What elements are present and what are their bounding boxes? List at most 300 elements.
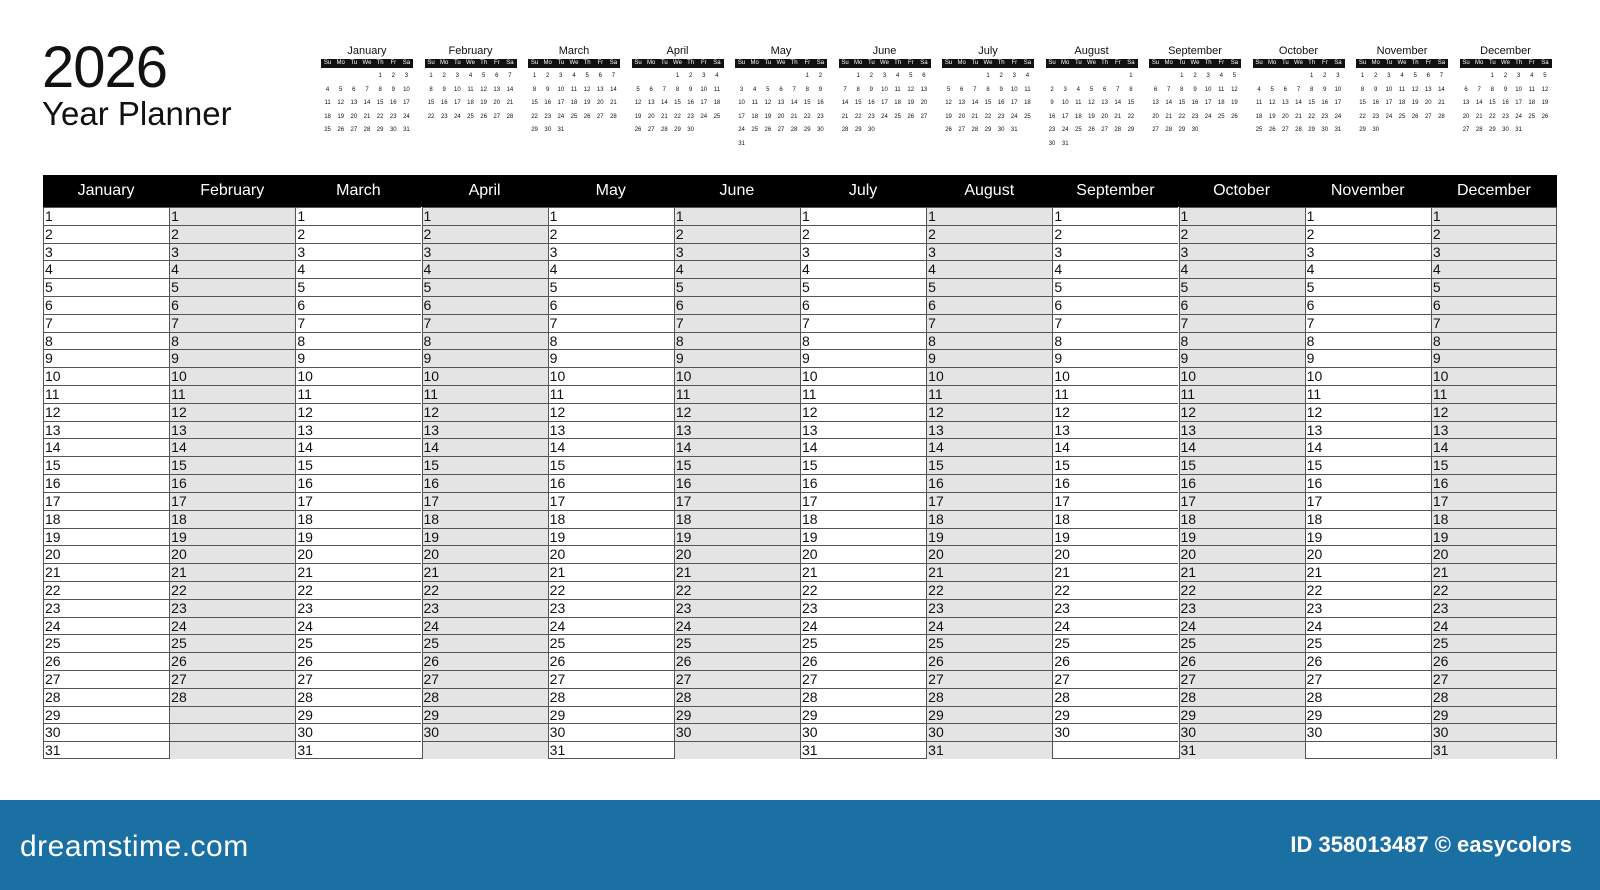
day-cell[interactable]: 9 xyxy=(1306,349,1431,367)
day-cell[interactable]: 27 xyxy=(1432,670,1556,688)
day-cell[interactable]: 13 xyxy=(1180,421,1305,439)
day-cell[interactable]: 25 xyxy=(44,634,169,652)
day-cell[interactable]: 4 xyxy=(549,260,674,278)
day-cell[interactable]: 15 xyxy=(170,456,295,474)
day-cell[interactable]: 23 xyxy=(1180,599,1305,617)
day-cell[interactable]: 27 xyxy=(423,670,548,688)
day-cell[interactable]: 9 xyxy=(1180,349,1305,367)
day-cell[interactable]: 21 xyxy=(44,563,169,581)
day-cell[interactable]: 10 xyxy=(423,367,548,385)
day-cell[interactable]: 20 xyxy=(549,545,674,563)
day-cell[interactable]: 22 xyxy=(1432,581,1556,599)
day-cell[interactable]: 2 xyxy=(44,225,169,243)
day-cell[interactable]: 30 xyxy=(1053,723,1178,741)
day-cell[interactable]: 14 xyxy=(1053,438,1178,456)
day-cell[interactable]: 9 xyxy=(1053,349,1178,367)
day-cell[interactable]: 27 xyxy=(549,670,674,688)
day-cell[interactable]: 15 xyxy=(927,456,1052,474)
day-cell[interactable]: 14 xyxy=(1432,438,1556,456)
day-cell[interactable]: 10 xyxy=(801,367,926,385)
day-cell[interactable]: 25 xyxy=(1053,634,1178,652)
day-cell[interactable]: 20 xyxy=(44,545,169,563)
day-cell[interactable]: 16 xyxy=(423,474,548,492)
day-cell[interactable]: 11 xyxy=(927,385,1052,403)
day-cell[interactable]: 2 xyxy=(296,225,421,243)
day-cell[interactable]: 4 xyxy=(44,260,169,278)
day-cell[interactable]: 17 xyxy=(1432,492,1556,510)
day-cell[interactable]: 8 xyxy=(1180,332,1305,350)
day-cell[interactable]: 29 xyxy=(1180,706,1305,724)
day-cell[interactable]: 22 xyxy=(170,581,295,599)
day-cell[interactable]: 1 xyxy=(423,207,548,225)
day-cell[interactable]: 8 xyxy=(423,332,548,350)
day-cell[interactable]: 17 xyxy=(675,492,800,510)
day-cell[interactable]: 28 xyxy=(1432,688,1556,706)
day-cell[interactable]: 7 xyxy=(549,314,674,332)
day-cell[interactable]: 16 xyxy=(44,474,169,492)
day-cell[interactable]: 1 xyxy=(927,207,1052,225)
day-cell[interactable]: 13 xyxy=(801,421,926,439)
day-cell[interactable]: 12 xyxy=(44,403,169,421)
day-cell[interactable]: 26 xyxy=(675,652,800,670)
day-cell[interactable]: 27 xyxy=(1053,670,1178,688)
day-cell[interactable]: 10 xyxy=(549,367,674,385)
day-cell[interactable]: 12 xyxy=(801,403,926,421)
day-cell[interactable]: 18 xyxy=(549,510,674,528)
day-cell[interactable]: 23 xyxy=(423,599,548,617)
day-cell[interactable]: 19 xyxy=(549,528,674,546)
day-cell[interactable]: 22 xyxy=(1053,581,1178,599)
day-cell[interactable]: 25 xyxy=(1180,634,1305,652)
day-cell[interactable]: 18 xyxy=(675,510,800,528)
day-cell[interactable]: 3 xyxy=(801,243,926,261)
day-cell[interactable]: 8 xyxy=(170,332,295,350)
day-cell[interactable]: 1 xyxy=(170,207,295,225)
day-cell[interactable]: 23 xyxy=(1053,599,1178,617)
day-cell[interactable]: 5 xyxy=(801,278,926,296)
day-cell[interactable]: 4 xyxy=(170,260,295,278)
day-cell[interactable]: 28 xyxy=(423,688,548,706)
day-cell[interactable]: 7 xyxy=(423,314,548,332)
day-cell[interactable]: 23 xyxy=(927,599,1052,617)
day-cell[interactable]: 21 xyxy=(1053,563,1178,581)
day-cell[interactable]: 10 xyxy=(296,367,421,385)
day-cell[interactable]: 28 xyxy=(801,688,926,706)
day-cell[interactable]: 29 xyxy=(675,706,800,724)
day-cell[interactable]: 5 xyxy=(1432,278,1556,296)
day-cell[interactable]: 29 xyxy=(549,706,674,724)
day-cell[interactable]: 2 xyxy=(927,225,1052,243)
day-cell[interactable]: 13 xyxy=(296,421,421,439)
day-cell[interactable]: 28 xyxy=(44,688,169,706)
day-cell[interactable]: 7 xyxy=(296,314,421,332)
day-cell[interactable]: 7 xyxy=(675,314,800,332)
day-cell[interactable]: 13 xyxy=(170,421,295,439)
day-cell[interactable]: 26 xyxy=(1306,652,1431,670)
day-cell[interactable]: 17 xyxy=(549,492,674,510)
day-cell[interactable]: 18 xyxy=(1432,510,1556,528)
day-cell[interactable]: 24 xyxy=(675,617,800,635)
day-cell[interactable]: 23 xyxy=(1432,599,1556,617)
day-cell[interactable]: 2 xyxy=(1180,225,1305,243)
day-cell[interactable]: 16 xyxy=(675,474,800,492)
day-cell[interactable]: 20 xyxy=(1306,545,1431,563)
day-cell[interactable]: 26 xyxy=(296,652,421,670)
day-cell[interactable]: 15 xyxy=(801,456,926,474)
day-cell[interactable]: 30 xyxy=(1432,723,1556,741)
day-cell[interactable]: 9 xyxy=(423,349,548,367)
day-cell[interactable]: 20 xyxy=(296,545,421,563)
day-cell[interactable]: 5 xyxy=(170,278,295,296)
day-cell[interactable]: 14 xyxy=(44,438,169,456)
day-cell[interactable]: 22 xyxy=(675,581,800,599)
day-cell[interactable]: 14 xyxy=(927,438,1052,456)
day-cell[interactable]: 11 xyxy=(1306,385,1431,403)
day-cell[interactable]: 20 xyxy=(675,545,800,563)
footer-logo[interactable]: dreamstime.com xyxy=(20,830,249,863)
day-cell[interactable]: 12 xyxy=(1053,403,1178,421)
day-cell[interactable]: 22 xyxy=(801,581,926,599)
day-cell[interactable]: 19 xyxy=(1053,528,1178,546)
day-cell[interactable]: 27 xyxy=(801,670,926,688)
day-cell[interactable]: 29 xyxy=(423,706,548,724)
day-cell[interactable]: 25 xyxy=(170,634,295,652)
day-cell[interactable]: 16 xyxy=(296,474,421,492)
day-cell[interactable]: 26 xyxy=(1053,652,1178,670)
day-cell[interactable]: 9 xyxy=(296,349,421,367)
day-cell[interactable]: 25 xyxy=(675,634,800,652)
day-cell[interactable]: 19 xyxy=(296,528,421,546)
day-cell[interactable]: 22 xyxy=(423,581,548,599)
day-cell[interactable]: 12 xyxy=(1180,403,1305,421)
day-cell[interactable]: 21 xyxy=(675,563,800,581)
day-cell[interactable]: 24 xyxy=(1306,617,1431,635)
day-cell[interactable]: 15 xyxy=(44,456,169,474)
day-cell[interactable]: 16 xyxy=(1053,474,1178,492)
day-cell[interactable]: 26 xyxy=(1432,652,1556,670)
day-cell[interactable]: 1 xyxy=(44,207,169,225)
day-cell[interactable]: 31 xyxy=(927,741,1052,759)
day-cell[interactable]: 27 xyxy=(296,670,421,688)
day-cell[interactable]: 9 xyxy=(675,349,800,367)
day-cell[interactable]: 2 xyxy=(1306,225,1431,243)
day-cell[interactable]: 22 xyxy=(1306,581,1431,599)
day-cell[interactable]: 24 xyxy=(1053,617,1178,635)
day-cell[interactable]: 6 xyxy=(549,296,674,314)
day-cell[interactable]: 1 xyxy=(549,207,674,225)
day-cell[interactable]: 30 xyxy=(44,723,169,741)
day-cell[interactable]: 6 xyxy=(170,296,295,314)
day-cell[interactable]: 12 xyxy=(927,403,1052,421)
day-cell[interactable]: 30 xyxy=(1180,723,1305,741)
day-cell[interactable]: 10 xyxy=(1432,367,1556,385)
day-cell[interactable]: 15 xyxy=(1306,456,1431,474)
day-cell[interactable]: 8 xyxy=(296,332,421,350)
day-cell[interactable]: 5 xyxy=(296,278,421,296)
day-cell[interactable]: 6 xyxy=(44,296,169,314)
day-cell[interactable]: 27 xyxy=(170,670,295,688)
day-cell[interactable]: 30 xyxy=(423,723,548,741)
day-cell[interactable]: 29 xyxy=(801,706,926,724)
day-cell[interactable]: 16 xyxy=(170,474,295,492)
day-cell[interactable]: 19 xyxy=(1306,528,1431,546)
day-cell[interactable]: 8 xyxy=(1432,332,1556,350)
day-cell[interactable]: 2 xyxy=(1053,225,1178,243)
day-cell[interactable]: 13 xyxy=(423,421,548,439)
day-cell[interactable]: 8 xyxy=(549,332,674,350)
day-cell[interactable]: 4 xyxy=(1432,260,1556,278)
day-cell[interactable]: 8 xyxy=(801,332,926,350)
day-cell[interactable]: 14 xyxy=(423,438,548,456)
day-cell[interactable]: 28 xyxy=(1180,688,1305,706)
day-cell[interactable]: 20 xyxy=(423,545,548,563)
day-cell[interactable]: 13 xyxy=(675,421,800,439)
day-cell[interactable]: 15 xyxy=(675,456,800,474)
day-cell[interactable]: 3 xyxy=(296,243,421,261)
day-cell[interactable]: 16 xyxy=(927,474,1052,492)
day-cell[interactable]: 16 xyxy=(801,474,926,492)
day-cell[interactable]: 20 xyxy=(1053,545,1178,563)
day-cell[interactable]: 16 xyxy=(1306,474,1431,492)
day-cell[interactable]: 25 xyxy=(801,634,926,652)
day-cell[interactable]: 17 xyxy=(927,492,1052,510)
day-cell[interactable]: 3 xyxy=(170,243,295,261)
day-cell[interactable]: 17 xyxy=(801,492,926,510)
day-cell[interactable]: 23 xyxy=(170,599,295,617)
day-cell[interactable]: 14 xyxy=(1180,438,1305,456)
day-cell[interactable]: 4 xyxy=(927,260,1052,278)
day-cell[interactable]: 28 xyxy=(549,688,674,706)
day-cell[interactable]: 23 xyxy=(44,599,169,617)
day-cell[interactable]: 7 xyxy=(1306,314,1431,332)
day-cell[interactable]: 22 xyxy=(1180,581,1305,599)
day-cell[interactable]: 30 xyxy=(1306,723,1431,741)
day-cell[interactable]: 12 xyxy=(296,403,421,421)
day-cell[interactable]: 6 xyxy=(1306,296,1431,314)
day-cell[interactable]: 21 xyxy=(1306,563,1431,581)
day-cell[interactable]: 1 xyxy=(675,207,800,225)
day-cell[interactable]: 23 xyxy=(296,599,421,617)
day-cell[interactable]: 18 xyxy=(44,510,169,528)
day-cell[interactable]: 11 xyxy=(170,385,295,403)
day-cell[interactable]: 6 xyxy=(423,296,548,314)
day-cell[interactable]: 12 xyxy=(1306,403,1431,421)
day-cell[interactable]: 27 xyxy=(675,670,800,688)
day-cell[interactable]: 23 xyxy=(801,599,926,617)
day-cell[interactable]: 21 xyxy=(927,563,1052,581)
day-cell[interactable]: 3 xyxy=(1053,243,1178,261)
day-cell[interactable]: 16 xyxy=(1432,474,1556,492)
day-cell[interactable]: 5 xyxy=(44,278,169,296)
day-cell[interactable]: 22 xyxy=(927,581,1052,599)
day-cell[interactable]: 5 xyxy=(927,278,1052,296)
day-cell[interactable]: 19 xyxy=(44,528,169,546)
day-cell[interactable]: 14 xyxy=(1306,438,1431,456)
day-cell[interactable]: 24 xyxy=(549,617,674,635)
day-cell[interactable]: 2 xyxy=(549,225,674,243)
day-cell[interactable]: 17 xyxy=(296,492,421,510)
day-cell[interactable]: 8 xyxy=(44,332,169,350)
day-cell[interactable]: 22 xyxy=(296,581,421,599)
day-cell[interactable]: 1 xyxy=(1432,207,1556,225)
day-cell[interactable]: 26 xyxy=(170,652,295,670)
day-cell[interactable]: 21 xyxy=(549,563,674,581)
day-cell[interactable]: 19 xyxy=(1432,528,1556,546)
day-cell[interactable]: 10 xyxy=(1306,367,1431,385)
day-cell[interactable]: 30 xyxy=(927,723,1052,741)
day-cell[interactable]: 31 xyxy=(1180,741,1305,759)
day-cell[interactable]: 7 xyxy=(927,314,1052,332)
day-cell[interactable]: 28 xyxy=(170,688,295,706)
day-cell[interactable]: 9 xyxy=(549,349,674,367)
day-cell[interactable]: 3 xyxy=(927,243,1052,261)
day-cell[interactable]: 18 xyxy=(1306,510,1431,528)
day-cell[interactable]: 6 xyxy=(1180,296,1305,314)
day-cell[interactable]: 24 xyxy=(1432,617,1556,635)
day-cell[interactable]: 24 xyxy=(927,617,1052,635)
day-cell[interactable]: 13 xyxy=(927,421,1052,439)
day-cell[interactable]: 21 xyxy=(1180,563,1305,581)
day-cell[interactable]: 24 xyxy=(1180,617,1305,635)
day-cell[interactable]: 10 xyxy=(1053,367,1178,385)
day-cell[interactable]: 6 xyxy=(675,296,800,314)
day-cell[interactable]: 10 xyxy=(927,367,1052,385)
day-cell[interactable]: 26 xyxy=(423,652,548,670)
day-cell[interactable]: 2 xyxy=(170,225,295,243)
day-cell[interactable]: 16 xyxy=(549,474,674,492)
day-cell[interactable]: 11 xyxy=(44,385,169,403)
day-cell[interactable]: 14 xyxy=(549,438,674,456)
day-cell[interactable]: 3 xyxy=(423,243,548,261)
day-cell[interactable]: 11 xyxy=(423,385,548,403)
day-cell[interactable]: 7 xyxy=(1180,314,1305,332)
day-cell[interactable]: 10 xyxy=(675,367,800,385)
day-cell[interactable]: 27 xyxy=(927,670,1052,688)
day-cell[interactable]: 25 xyxy=(423,634,548,652)
day-cell[interactable]: 5 xyxy=(1053,278,1178,296)
day-cell[interactable]: 19 xyxy=(675,528,800,546)
day-cell[interactable]: 14 xyxy=(296,438,421,456)
day-cell[interactable]: 21 xyxy=(170,563,295,581)
day-cell[interactable]: 4 xyxy=(801,260,926,278)
day-cell[interactable]: 29 xyxy=(1306,706,1431,724)
day-cell[interactable]: 14 xyxy=(675,438,800,456)
day-cell[interactable]: 20 xyxy=(801,545,926,563)
day-cell[interactable]: 1 xyxy=(296,207,421,225)
day-cell[interactable]: 21 xyxy=(296,563,421,581)
day-cell[interactable]: 18 xyxy=(423,510,548,528)
day-cell[interactable]: 13 xyxy=(549,421,674,439)
day-cell[interactable]: 25 xyxy=(927,634,1052,652)
day-cell[interactable]: 28 xyxy=(927,688,1052,706)
day-cell[interactable]: 31 xyxy=(549,741,674,759)
day-cell[interactable]: 31 xyxy=(1432,741,1556,759)
day-cell[interactable]: 4 xyxy=(1180,260,1305,278)
day-cell[interactable]: 7 xyxy=(801,314,926,332)
day-cell[interactable]: 10 xyxy=(44,367,169,385)
day-cell[interactable]: 26 xyxy=(44,652,169,670)
day-cell[interactable]: 14 xyxy=(170,438,295,456)
day-cell[interactable]: 1 xyxy=(1053,207,1178,225)
day-cell[interactable]: 12 xyxy=(549,403,674,421)
day-cell[interactable]: 24 xyxy=(801,617,926,635)
day-cell[interactable]: 9 xyxy=(801,349,926,367)
day-cell[interactable]: 20 xyxy=(927,545,1052,563)
day-cell[interactable]: 5 xyxy=(423,278,548,296)
day-cell[interactable]: 6 xyxy=(927,296,1052,314)
day-cell[interactable]: 19 xyxy=(170,528,295,546)
day-cell[interactable]: 11 xyxy=(675,385,800,403)
day-cell[interactable]: 4 xyxy=(675,260,800,278)
day-cell[interactable]: 8 xyxy=(1306,332,1431,350)
day-cell[interactable]: 19 xyxy=(927,528,1052,546)
day-cell[interactable]: 6 xyxy=(1432,296,1556,314)
day-cell[interactable]: 13 xyxy=(1432,421,1556,439)
day-cell[interactable]: 18 xyxy=(801,510,926,528)
day-cell[interactable]: 17 xyxy=(1053,492,1178,510)
day-cell[interactable]: 10 xyxy=(170,367,295,385)
day-cell[interactable]: 31 xyxy=(44,741,169,759)
day-cell[interactable]: 29 xyxy=(927,706,1052,724)
day-cell[interactable]: 4 xyxy=(423,260,548,278)
day-cell[interactable]: 18 xyxy=(1180,510,1305,528)
day-cell[interactable]: 27 xyxy=(44,670,169,688)
day-cell[interactable]: 15 xyxy=(549,456,674,474)
day-cell[interactable]: 7 xyxy=(170,314,295,332)
day-cell[interactable]: 23 xyxy=(549,599,674,617)
day-cell[interactable]: 29 xyxy=(1432,706,1556,724)
day-cell[interactable]: 26 xyxy=(549,652,674,670)
day-cell[interactable]: 2 xyxy=(675,225,800,243)
day-cell[interactable]: 9 xyxy=(170,349,295,367)
day-cell[interactable]: 8 xyxy=(675,332,800,350)
day-cell[interactable]: 3 xyxy=(44,243,169,261)
day-cell[interactable]: 8 xyxy=(1053,332,1178,350)
day-cell[interactable]: 3 xyxy=(1180,243,1305,261)
day-cell[interactable]: 24 xyxy=(423,617,548,635)
day-cell[interactable]: 25 xyxy=(296,634,421,652)
day-cell[interactable]: 28 xyxy=(1306,688,1431,706)
day-cell[interactable]: 3 xyxy=(1432,243,1556,261)
day-cell[interactable]: 15 xyxy=(423,456,548,474)
day-cell[interactable]: 4 xyxy=(1053,260,1178,278)
day-cell[interactable]: 12 xyxy=(675,403,800,421)
day-cell[interactable]: 9 xyxy=(927,349,1052,367)
day-cell[interactable]: 17 xyxy=(423,492,548,510)
day-cell[interactable]: 3 xyxy=(549,243,674,261)
day-cell[interactable]: 2 xyxy=(1432,225,1556,243)
day-cell[interactable]: 17 xyxy=(170,492,295,510)
day-cell[interactable]: 20 xyxy=(1180,545,1305,563)
day-cell[interactable]: 14 xyxy=(801,438,926,456)
day-cell[interactable]: 24 xyxy=(170,617,295,635)
day-cell[interactable]: 20 xyxy=(170,545,295,563)
day-cell[interactable]: 18 xyxy=(170,510,295,528)
day-cell[interactable]: 1 xyxy=(801,207,926,225)
day-cell[interactable]: 17 xyxy=(1180,492,1305,510)
day-cell[interactable]: 19 xyxy=(423,528,548,546)
day-cell[interactable]: 30 xyxy=(801,723,926,741)
day-cell[interactable]: 19 xyxy=(801,528,926,546)
day-cell[interactable]: 4 xyxy=(296,260,421,278)
day-cell[interactable]: 2 xyxy=(801,225,926,243)
day-cell[interactable]: 11 xyxy=(1180,385,1305,403)
day-cell[interactable]: 6 xyxy=(801,296,926,314)
day-cell[interactable]: 11 xyxy=(1432,385,1556,403)
day-cell[interactable]: 12 xyxy=(170,403,295,421)
day-cell[interactable]: 3 xyxy=(1306,243,1431,261)
day-cell[interactable]: 25 xyxy=(1432,634,1556,652)
